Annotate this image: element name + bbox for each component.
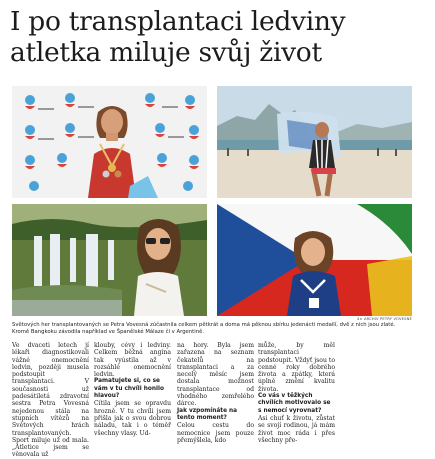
photo-caption: Světových her transplantovaných se Petra Vovesná zúčastnila celkem pětkrát a doma má pěknou sbírku jedenácti medailí, dvě z nich jsou zlaté. Kromě Bangkoku závodila například ve Španělské Málaze či v Argentině. [12,322,396,336]
column-3-answer: Celou cestu do nemocnice jsem pouze přemýšlela, kdo [177,422,254,444]
interview-question-3: Co vás v těžkých chvílích motivovalo se s nemocí vyrovnat? [258,393,331,414]
article-column-1 [12,342,89,459]
column-4-text: může, by měl transplantaci podstoupit. Vždyť jsou to cenné roky dobrého života a zpátky, která úplně změní kvalitu života. [258,342,335,393]
column-3-text: na hory. Byla jsem zařazena na seznam čekatelů na transplantaci a za necelý měsíc jsem dostala možnost transplantace od vhodného zemřelého dárce. [177,342,254,408]
column-4-answer: Asi chuť k životu, zůstat se svojí rodinou, já mám život moc ráda i přes všechny pře- [258,414,335,444]
photo-athlete-czech-flag [217,204,412,316]
headline-line-2: atletka miluje svůj život [10,37,322,68]
column-2-answer: Cítila jsem se opravdu hrozně. V tu chvíli jsem přišla jak o svou dobrou náladu, tak i o téměř všechny vlasy. Ud- [94,400,171,437]
column-2-text: klouby, cévy i ledviny. Celkem běžná angína tak vyústila až v rozsáhlé onemocnění ledvin. [94,342,171,379]
column-1-text: Ve dvaceti letech jí lékaři diagnostikovali vážné onemocnění ledvin, později musela podstoupit transplantaci. V současnosti už padesátiletá zdravotní sestra Petra Vovesná nejedenou stála na stupních vítězů na Světových hrách transplantovaných. Sport miluje už od mala. „Atletice jsem se věnovala už [12,342,89,459]
article-column-3 [177,342,254,444]
headline-line-1: I po transplantaci ledviny [10,6,346,37]
photo-athlete-medals [12,86,207,198]
photo-athlete-beach [217,86,412,198]
photo-credit: 4× ARCHIV PETRY VOVESNÉ [356,317,412,321]
photo-athlete-waterfalls [12,204,207,316]
interview-question-2: Jak vzpomínáte na tento moment? [177,407,238,421]
article-column-2 [94,342,171,435]
interview-question-1: Pamatujete si, co se vám v tu chvíli honilo hlavou? [94,378,164,400]
article-column-4 [258,342,335,444]
headline [10,6,428,68]
